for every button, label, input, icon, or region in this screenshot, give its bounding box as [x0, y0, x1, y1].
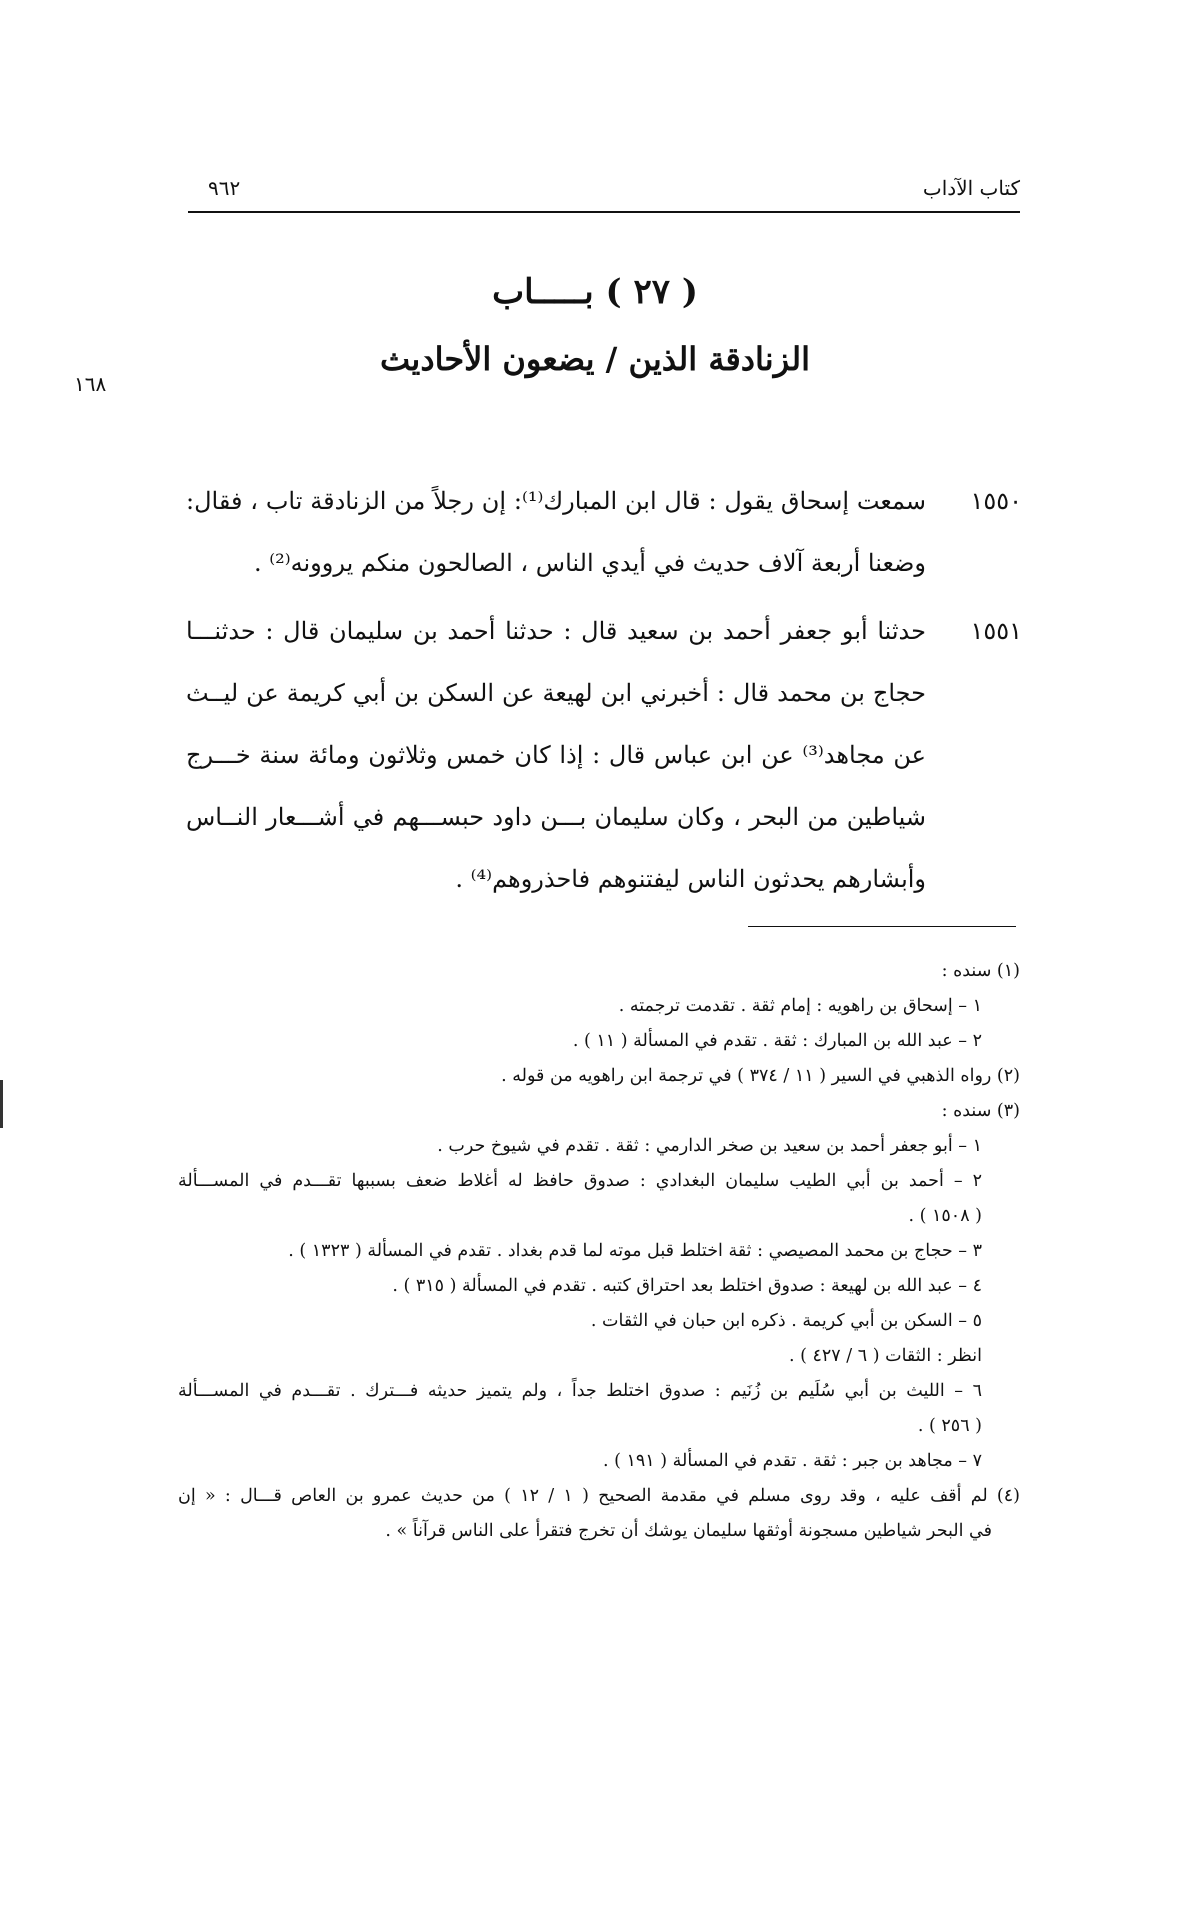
- chapter-number: ( ٢٧ ) بـــــاب: [492, 272, 698, 312]
- footnotes: [178, 954, 1020, 1549]
- chapter-title: الزنادقة الذين / يضعون الأحاديث: [380, 340, 810, 378]
- footnote-line: (١) سنده :: [941, 961, 1020, 981]
- footnote-line: ١ – أبو جعفر أحمد بن سعيد بن صخر الدارمي : ثقة . تقدم في شيوخ حرب .: [437, 1136, 982, 1156]
- hadith-line: سمعت إسحاق يقول : قال ابن المبارك⁽¹⁾: إن رجلاً من الزنادقة تاب ، فقال:: [186, 487, 926, 515]
- hadith-line: وأبشارهم يحدثون الناس ليفتنوهم فاحذروهم⁽⁴⁾ .: [455, 865, 926, 893]
- footnote-line: (٤) لم أقف عليه ، وقد روى مسلم في مقدمة الصحيح ( ١ / ١٢ ) من حديث عمرو بن العاص قـــال : « إن: [178, 1486, 1020, 1506]
- footnote-line: ٢ – أحمد بن أبي الطيب سليمان البغدادي : صدوق حافظ له أغلاط ضعف بسببها تقـــدم في المســـألة: [178, 1171, 982, 1191]
- footnote-line: ( ١٥٠٨ ) .: [908, 1206, 982, 1226]
- footnote-line: ٢ – عبد الله بن المبارك : ثقة . تقدم في المسألة ( ١١ ) .: [572, 1031, 982, 1051]
- footnote-line: ٦ – الليث بن أبي سُلَيم بن زُنَيم : صدوق اختلط جداً ، ولم يتميز حديثه فـــترك . تقـــدم في المســـألة: [178, 1381, 982, 1401]
- hadith-line: عن مجاهد⁽³⁾ عن ابن عباس قال : إذا كان خمس وثلاثون ومائة سنة خـــرج: [186, 741, 926, 769]
- scan-edge-mark: [0, 1080, 3, 1128]
- footnote-line: (٢) رواه الذهبي في السير ( ١١ / ٣٧٤ ) في ترجمة ابن راهويه من قوله .: [501, 1066, 1020, 1086]
- footnote-line: ٣ – حجاج بن محمد المصيصي : ثقة اختلط قبل موته لما قدم بغداد . تقدم في المسألة ( ١٣٢٣ ) .: [288, 1241, 982, 1261]
- hadith-line: وضعنا أربعة آلاف حديث في أيدي الناس ، الصالحون منكم يروونه⁽²⁾ .: [253, 549, 926, 577]
- margin-page-number: ١٦٨: [74, 372, 107, 396]
- hadith-line: حجاج بن محمد قال : أخبرني ابن لهيعة عن السكن بن أبي كريمة عن ليــث: [186, 679, 926, 707]
- header-rule: [188, 211, 1020, 213]
- hadith-line: حدثنا أبو جعفر أحمد بن سعيد قال : حدثنا أحمد بن سليمان قال : حدثنـــا: [186, 617, 926, 645]
- footnote-line: انظر : الثقات ( ٦ / ٤٢٧ ) .: [788, 1346, 982, 1366]
- hadith-1551: [186, 600, 1022, 910]
- footnote-line: ٤ – عبد الله بن لهيعة : صدوق اختلط بعد احتراق كتبه . تقدم في المسألة ( ٣١٥ ) .: [392, 1276, 982, 1296]
- footnote-line: ( ٢٥٦ ) .: [917, 1416, 982, 1436]
- hadith-number: ١٥٥٠: [970, 487, 1022, 515]
- hadith-line: شياطين من البحر ، وكان سليمان بـــن داود حبســـهم في أشـــعار النــاس: [186, 803, 926, 831]
- hadith-number: ١٥٥١: [970, 617, 1022, 645]
- footnote-line: في البحر شياطين مسجونة أوثقها سليمان يوشك أن تخرج فتقرأ على الناس قرآناً » .: [385, 1521, 992, 1541]
- footnote-separator: [748, 926, 1016, 927]
- footnote-line: ٧ – مجاهد بن جبر : ثقة . تقدم في المسألة ( ١٩١ ) .: [602, 1451, 982, 1471]
- hadith-1550: [186, 470, 1022, 594]
- page-number: ٩٦٢: [208, 176, 241, 200]
- book-title: كتاب الآداب: [922, 176, 1020, 200]
- footnote-line: (٣) سنده :: [941, 1101, 1020, 1121]
- footnote-line: ١ – إسحاق بن راهويه : إمام ثقة . تقدمت ترجمته .: [618, 996, 982, 1016]
- footnote-line: ٥ – السكن بن أبي كريمة . ذكره ابن حبان في الثقات .: [590, 1311, 982, 1331]
